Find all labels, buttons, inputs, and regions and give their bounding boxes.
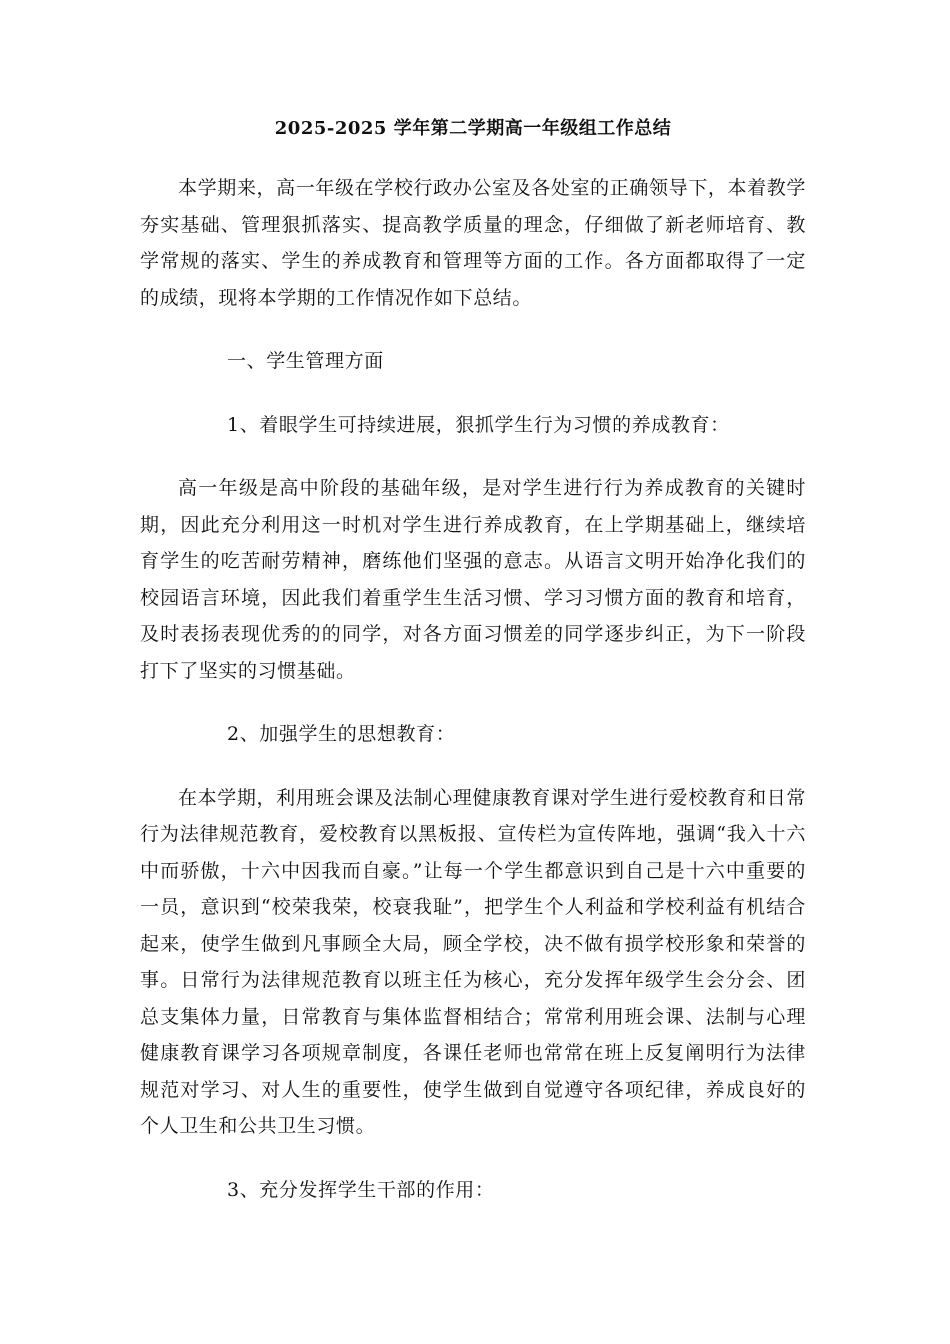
section-heading-student-management: 一、学生管理方面 (227, 350, 384, 372)
item-heading-student-leaders: 3、充分发挥学生干部的作用： (227, 1178, 495, 1201)
item-paragraph-habits: 高一年级是高中阶段的基础年级，是对学生进行行为养成教育的关键时期，因此充分利用这一时机对学生进行养成教育，在上学期基础上，继续培育学生的吃苦耐劳精神，磨练他们坚强的意志。从语言文明开始净化我们的校园语言环境，因此我们着重学生生活习惯、学习习惯方面的教育和培育，及时表扬表现优秀的的同学，对各方面习惯差的同学逐步纠正，为下一阶段打下了坚实的习惯基础。 (140, 477, 806, 682)
intro-paragraph: 本学期来，高一年级在学校行政办公室及各处室的正确领导下，本着教学夯实基础、管理狠抓落实、提高教学质量的理念，仔细做了新老师培育、教学常规的落实、学生的养成教育和管理等方面的工作。各方面都取得了一定的成绩，现将本学期的工作情况作如下总结。 (140, 177, 806, 309)
item-paragraph-ideology: 在本学期，利用班会课及法制心理健康教育课对学生进行爱校教育和日常行为法律规范教育，爱校教育以黑板报、宣传栏为宣传阵地，强调“我入十六中而骄傲，十六中因我而自豪。”让每一个学生都意识到自己是十六中重要的一员，意识到“校荣我荣，校衰我耻”，把学生个人利益和学校利益有机结合起来，使学生做到凡事顾全大局，顾全学校，决不做有损学校形象和荣誉的事。日常行为法律规范教育以班主任为核心，充分发挥年级学生会分会、团总支集体力量，日常教育与集体监督相结合；常常利用班会课、法制与心理健康教育课学习各项规章制度，各课任老师也常常在班上反复阐明行为法律规范对学习、对人生的重要性，使学生做到自觉遵守各项纪律，养成良好的个人卫生和公共卫生习惯。 (140, 786, 806, 1137)
document-body (140, 170, 806, 1208)
document-title: 2025-2025 学年第二学期高一年级组工作总结 (274, 118, 672, 139)
item-heading-habits: 1、着眼学生可持续进展，狠抓学生行为习惯的养成教育： (227, 413, 730, 436)
item-heading-ideology: 2、加强学生的思想教育： (227, 723, 456, 745)
